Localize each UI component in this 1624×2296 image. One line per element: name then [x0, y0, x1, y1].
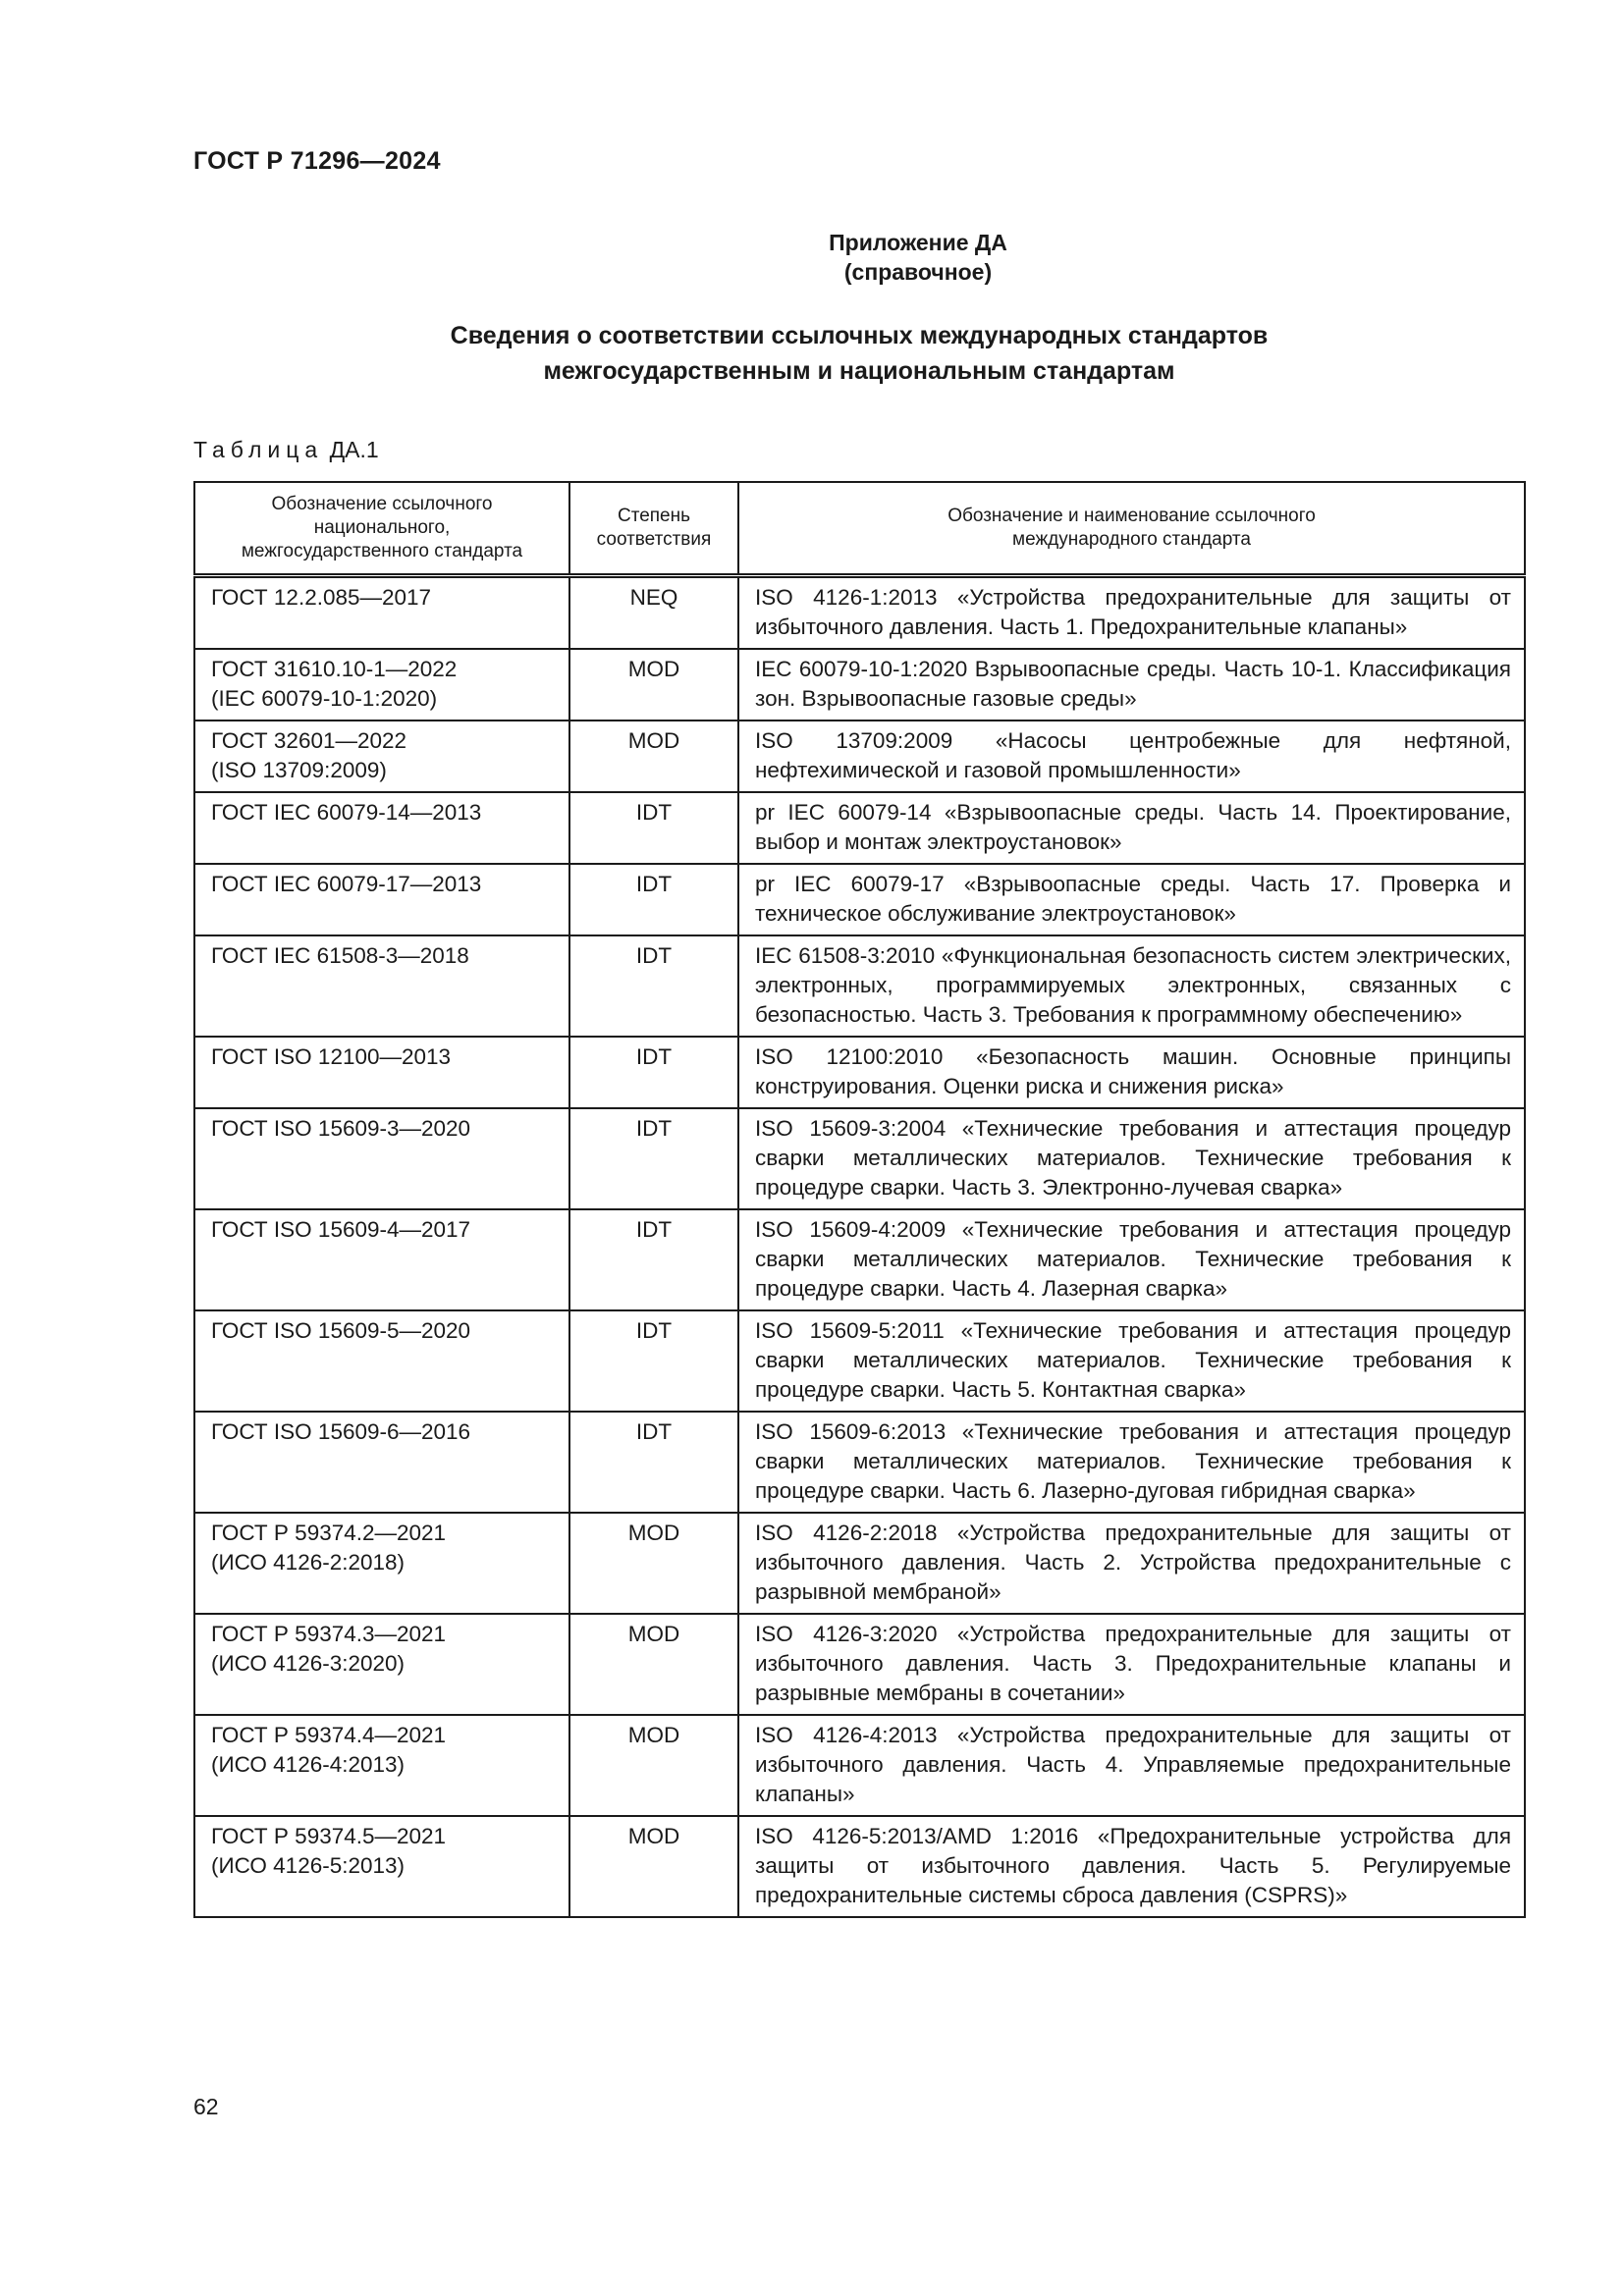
designation-line: ГОСТ Р 59374.5—2021 — [211, 1824, 447, 1848]
designation-line: ГОСТ ISO 15609-5—2020 — [211, 1318, 471, 1343]
degree-cell: MOD — [569, 721, 738, 792]
table-caption-number: ДА.1 — [329, 437, 379, 462]
designation-line: ГОСТ ISO 12100—2013 — [211, 1044, 452, 1069]
designation-cell — [194, 1816, 569, 1917]
degree-cell: IDT — [569, 1209, 738, 1310]
designation-line: ГОСТ ISO 15609-4—2017 — [211, 1217, 471, 1242]
description-cell: ISO 15609-4:2009 «Технические требования и аттестация процедур сварки металлических материалов. Технические требования к процедуре сварки. Часть 4. Лазерная сварка» — [738, 1209, 1525, 1310]
designation-cell — [194, 1412, 569, 1513]
degree-cell: MOD — [569, 1513, 738, 1614]
designation-line: ГОСТ ISO 15609-6—2016 — [211, 1419, 471, 1444]
designation-line: (ИСО 4126-4:2013) — [211, 1752, 406, 1777]
table-body — [194, 576, 1525, 1918]
page-number: 62 — [193, 2094, 219, 2119]
designation-cell — [194, 792, 569, 864]
designation-cell — [194, 649, 569, 721]
table-row — [194, 935, 1525, 1037]
degree-cell: NEQ — [569, 576, 738, 650]
table-row — [194, 1816, 1525, 1917]
appendix-heading — [393, 228, 1443, 287]
designation-line: (ИСО 4126-2:2018) — [211, 1550, 406, 1575]
description-cell: pr IEC 60079-14 «Взрывоопасные среды. Часть 14. Проектирование, выбор и монтаж электроустановок» — [738, 792, 1525, 864]
designation-cell — [194, 864, 569, 935]
designation-cell — [194, 1614, 569, 1715]
table-row — [194, 1614, 1525, 1715]
column-header-designation: Обозначение ссылочного национального, межгосударственного стандарта — [194, 482, 569, 576]
designation-line: ГОСТ 31610.10-1—2022 — [211, 657, 458, 681]
designation-cell — [194, 1209, 569, 1310]
table-header-row — [194, 482, 1525, 576]
designation-line: ГОСТ 32601—2022 — [211, 728, 407, 753]
designation-line: ГОСТ IEC 60079-17—2013 — [211, 872, 482, 896]
designation-cell — [194, 1037, 569, 1108]
degree-cell: IDT — [569, 1108, 738, 1209]
designation-line: (IEC 60079-10-1:2020) — [211, 686, 438, 711]
description-cell: IEC 60079-10-1:2020 Взрывоопасные среды. Часть 10-1. Классификация зон. Взрывоопасные газовые среды» — [738, 649, 1525, 721]
designation-line: (ISO 13709:2009) — [211, 758, 387, 782]
degree-cell: MOD — [569, 1816, 738, 1917]
designation-line: ГОСТ 12.2.085—2017 — [211, 585, 432, 610]
description-cell: ISO 4126-3:2020 «Устройства предохранительные для защиты от избыточного давления. Часть 3. Предохранительные клапаны и разрывные мембраны в сочетании» — [738, 1614, 1525, 1715]
description-cell: ISO 13709:2009 «Насосы центробежные для нефтяной, нефтехимической и газовой промышленности» — [738, 721, 1525, 792]
document-code: ГОСТ Р 71296—2024 — [193, 147, 441, 175]
designation-line: ГОСТ Р 59374.2—2021 — [211, 1521, 447, 1545]
table-row — [194, 1310, 1525, 1412]
table-row — [194, 1715, 1525, 1816]
appendix-type: (справочное) — [843, 259, 993, 285]
degree-cell: MOD — [569, 1614, 738, 1715]
description-cell: ISO 15609-3:2004 «Технические требования и аттестация процедур сварки металлических материалов. Технические требования к процедуре сварки. Часть 3. Электронно-лучевая сварка» — [738, 1108, 1525, 1209]
reference-standards-table — [193, 481, 1526, 1918]
title-line-1: Сведения о соответствии ссылочных международных стандартов — [450, 322, 1269, 349]
designation-line: ГОСТ ISO 15609-3—2020 — [211, 1116, 471, 1141]
description-cell: ISO 4126-2:2018 «Устройства предохранительные для защиты от избыточного давления. Часть 2. Устройства предохранительные с разрывной мембраной» — [738, 1513, 1525, 1614]
degree-cell: MOD — [569, 649, 738, 721]
designation-cell — [194, 721, 569, 792]
degree-cell: IDT — [569, 792, 738, 864]
degree-cell: IDT — [569, 935, 738, 1037]
designation-line: ГОСТ IEC 61508-3—2018 — [211, 943, 469, 968]
degree-cell: IDT — [569, 1412, 738, 1513]
description-cell: ISO 15609-5:2011 «Технические требования и аттестация процедур сварки металлических материалов. Технические требования к процедуре сварки. Часть 5. Контактная сварка» — [738, 1310, 1525, 1412]
title-line-2: межгосударственным и национальным стандартам — [543, 357, 1175, 385]
appendix-title: Приложение ДА — [829, 230, 1007, 255]
table-caption — [193, 437, 379, 463]
table-row — [194, 649, 1525, 721]
designation-line: ГОСТ Р 59374.3—2021 — [211, 1622, 447, 1646]
description-cell: pr IEC 60079-17 «Взрывоопасные среды. Часть 17. Проверка и техническое обслуживание электроустановок» — [738, 864, 1525, 935]
description-cell: ISO 15609-6:2013 «Технические требования и аттестация процедур сварки металлических материалов. Технические требования к процедуре сварки. Часть 6. Лазерно-дуговая гибридная сварка» — [738, 1412, 1525, 1513]
table-caption-word: Таблица — [193, 437, 324, 462]
table-row — [194, 721, 1525, 792]
designation-cell — [194, 1108, 569, 1209]
description-cell: ISO 4126-1:2013 «Устройства предохранительные для защиты от избыточного давления. Часть 1. Предохранительные клапаны» — [738, 576, 1525, 650]
column-header-degree: Степень соответствия — [569, 482, 738, 576]
description-cell: IEC 61508-3:2010 «Функциональная безопасность систем электрических, электронных, программируемых электронных, связанных с безопасностью. Часть 3. Требования к программному обеспечению» — [738, 935, 1525, 1037]
designation-cell — [194, 1513, 569, 1614]
table-row — [194, 1412, 1525, 1513]
designation-line: ГОСТ Р 59374.4—2021 — [211, 1723, 447, 1747]
description-cell: ISO 4126-4:2013 «Устройства предохранительные для защиты от избыточного давления. Часть 4. Управляемые предохранительные клапаны» — [738, 1715, 1525, 1816]
table-row — [194, 1108, 1525, 1209]
degree-cell: IDT — [569, 1310, 738, 1412]
degree-cell: MOD — [569, 1715, 738, 1816]
table-row — [194, 792, 1525, 864]
designation-line: ГОСТ IEC 60079-14—2013 — [211, 800, 482, 825]
degree-cell: IDT — [569, 1037, 738, 1108]
description-cell: ISO 12100:2010 «Безопасность машин. Основные принципы конструирования. Оценки риска и снижения риска» — [738, 1037, 1525, 1108]
table-row — [194, 576, 1525, 650]
table-row — [194, 1513, 1525, 1614]
column-header-international: Обозначение и наименование ссылочного международного стандарта — [738, 482, 1525, 576]
degree-cell: IDT — [569, 864, 738, 935]
designation-cell — [194, 935, 569, 1037]
description-cell: ISO 4126-5:2013/AMD 1:2016 «Предохранительные устройства для защиты от избыточного давления. Часть 5. Регулируемые предохранительные системы сброса давления (CSPRS)» — [738, 1816, 1525, 1917]
designation-line: (ИСО 4126-5:2013) — [211, 1853, 406, 1878]
designation-cell — [194, 576, 569, 650]
table-row — [194, 1209, 1525, 1310]
designation-cell — [194, 1715, 569, 1816]
designation-line: (ИСО 4126-3:2020) — [211, 1651, 406, 1676]
designation-cell — [194, 1310, 569, 1412]
table-row — [194, 1037, 1525, 1108]
table-row — [194, 864, 1525, 935]
page-title — [295, 318, 1424, 389]
